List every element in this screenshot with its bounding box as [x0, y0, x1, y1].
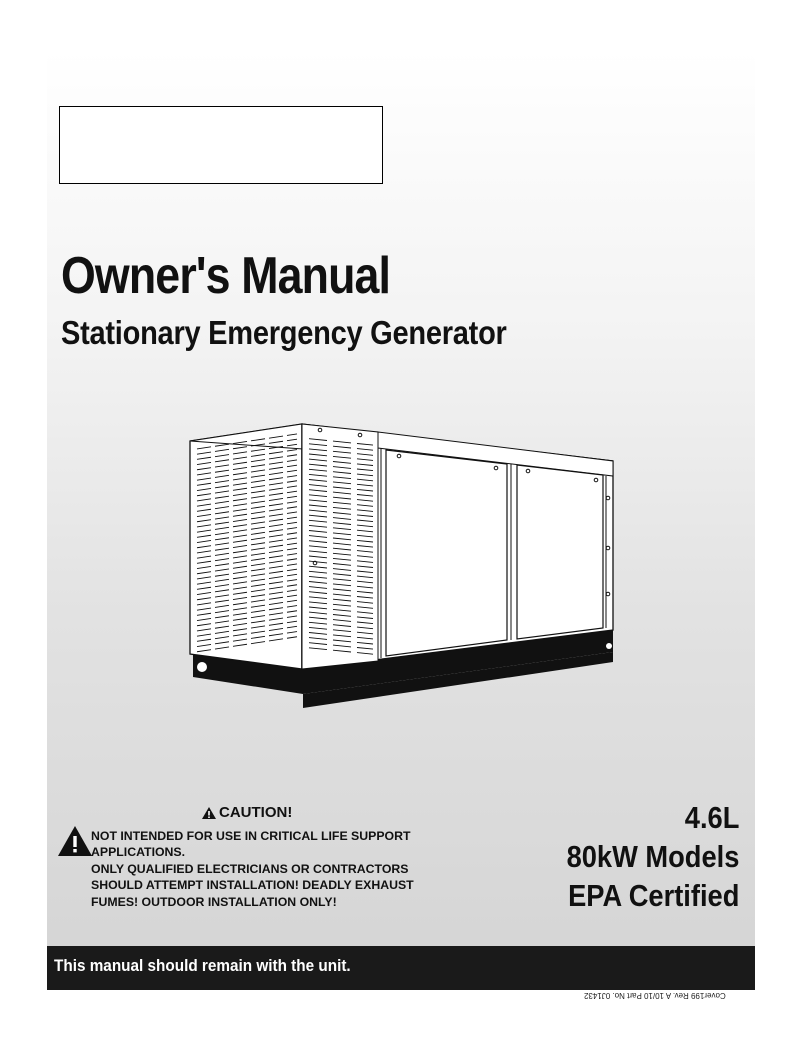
caution-line: APPLICATIONS. [91, 845, 186, 860]
page-subtitle: Stationary Emergency Generator [61, 314, 507, 351]
power-rating: 80kW Models [566, 839, 739, 874]
warning-triangle-icon [202, 807, 216, 819]
caution-line: NOT INTENDED FOR USE IN CRITICAL LIFE SUPPORT [91, 829, 411, 843]
caution-heading [202, 804, 292, 821]
engine-size: 4.6L [684, 800, 739, 835]
certification: EPA Certified [567, 878, 739, 913]
warning-triangle-icon [58, 826, 92, 856]
caution-line: FUMES! OUTDOOR INSTALLATION ONLY! [91, 894, 337, 909]
model-label-box [59, 106, 383, 184]
caution-message [91, 828, 461, 910]
generator-illustration [185, 418, 621, 714]
footer-bar [47, 946, 755, 990]
page-title: Owner's Manual [61, 247, 391, 305]
caution-heading-text: CAUTION! [219, 804, 293, 821]
manual-cover [47, 50, 755, 990]
part-number: Cover199 Rev. A 10/10 Part No. 0J1432 [584, 991, 726, 1000]
model-info [543, 798, 739, 915]
caution-line: ONLY QUALIFIED ELECTRICIANS OR CONTRACTORS [91, 861, 409, 876]
caution-line: SHOULD ATTEMPT INSTALLATION! DEADLY EXHAUST [91, 878, 414, 893]
footer-note: This manual should remain with the unit. [54, 956, 351, 975]
